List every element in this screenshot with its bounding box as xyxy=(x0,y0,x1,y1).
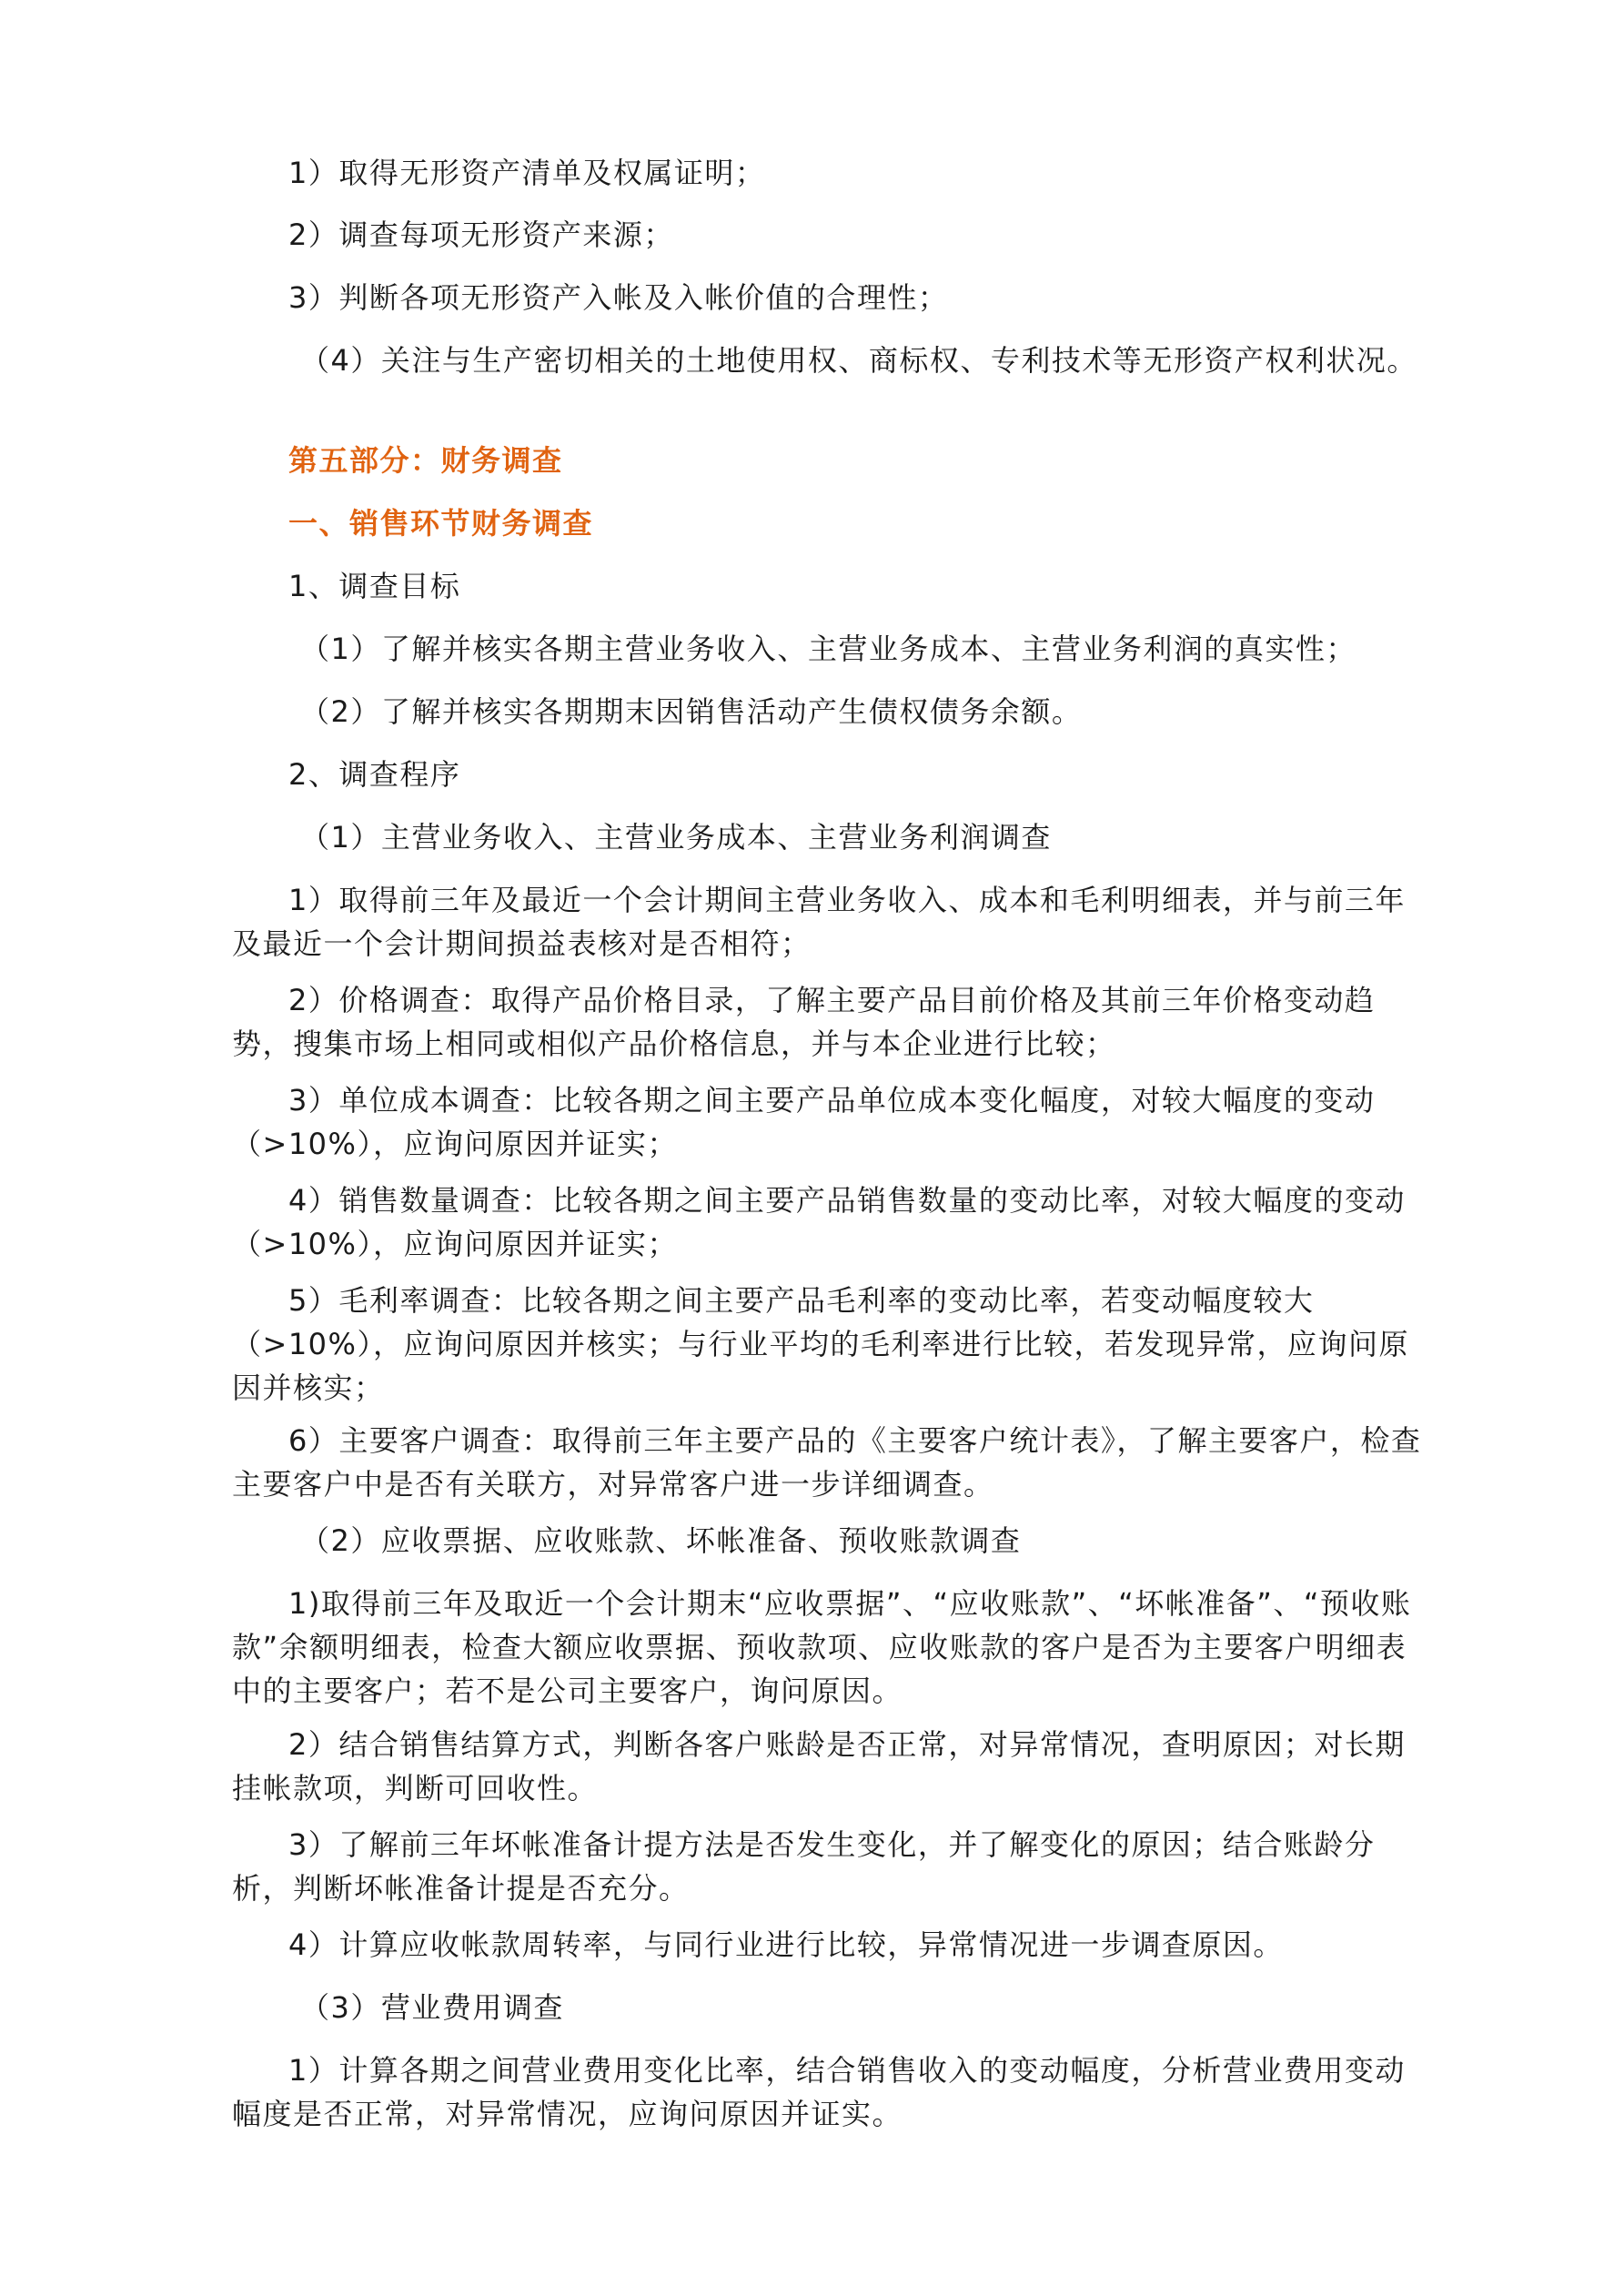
paragraph: 1、调查目标 xyxy=(288,569,461,603)
section-heading: 第五部分：财务调查 xyxy=(288,443,563,478)
paragraph: （2）应收票据、应收账款、坏帐准备、预收账款调查 xyxy=(300,1523,1022,1558)
paragraph: （3）营业费用调查 xyxy=(300,1990,564,2025)
paragraph: 3）单位成本调查：比较各期之间主要产品单位成本变化幅度，对较大幅度的变动（>10%），应询问原因并证实； xyxy=(232,1083,1376,1161)
paragraph: 3）了解前三年坏帐准备计提方法是否发生变化，并了解变化的原因；结合账龄分析，判断坏帐准备计提是否充分。 xyxy=(232,1827,1376,1906)
paragraph: 1）取得前三年及最近一个会计期间主营业务收入、成本和毛利明细表，并与前三年及最近一个会计期间损益表核对是否相符； xyxy=(232,883,1406,961)
paragraph: 2）价格调查：取得产品价格目录，了解主要产品目前价格及其前三年价格变动趋势，搜集市场上相同或相似产品价格信息，并与本企业进行比较； xyxy=(232,983,1376,1061)
paragraph: 3）判断各项无形资产入帐及入帐价值的合理性； xyxy=(288,280,949,315)
paragraph: 1)取得前三年及取近一个会计期末“应收票据”、“应收账款”、“坏帐准备”、“预收账款”余额明细表，检查大额应收票据、预收款项、应收账款的客户是否为主要客户明细表中的主要客户；若不是公司主要客户，询问原因。 xyxy=(232,1586,1412,1708)
paragraph: （1）主营业务收入、主营业务成本、主营业务利润调查 xyxy=(300,820,1052,855)
paragraph: 2、调查程序 xyxy=(288,757,461,792)
subsection-heading: 一、销售环节财务调查 xyxy=(288,506,594,541)
paragraph: 1）计算各期之间营业费用变化比率，结合销售收入的变动幅度，分析营业费用变动幅度是否正常，对异常情况，应询问原因并证实。 xyxy=(232,2053,1406,2131)
paragraph: 2）结合销售结算方式，判断各客户账龄是否正常，对异常情况，查明原因；对长期挂帐款项，判断可回收性。 xyxy=(232,1727,1406,1805)
paragraph: （2）了解并核实各期期末因销售活动产生债权债务余额。 xyxy=(300,694,1083,729)
paragraph: 4）销售数量调查：比较各期之间主要产品销售数量的变动比率，对较大幅度的变动（>10%），应询问原因并证实； xyxy=(232,1183,1406,1261)
paragraph: （1）了解并核实各期主营业务收入、主营业务成本、主营业务利润的真实性； xyxy=(300,632,1357,666)
paragraph: 5）毛利率调查：比较各期之间主要产品毛利率的变动比率，若变动幅度较大（>10%），应询问原因并核实；与行业平均的毛利率进行比较，若发现异常，应询问原因并核实； xyxy=(232,1283,1409,1405)
paragraph: 1）取得无形资产清单及权属证明； xyxy=(288,156,766,190)
paragraph: 2）调查每项无形资产来源； xyxy=(288,217,674,252)
paragraph: 4）计算应收帐款周转率，与同行业进行比较，异常情况进一步调查原因。 xyxy=(288,1927,1284,1962)
paragraph: 6）主要客户调查：取得前三年主要产品的《主要客户统计表》，了解主要客户，检查主要客户中是否有关联方，对异常客户进一步详细调查。 xyxy=(232,1423,1422,1502)
paragraph: （4）关注与生产密切相关的土地使用权、商标权、专利技术等无形资产权利状况。 xyxy=(300,343,1417,378)
